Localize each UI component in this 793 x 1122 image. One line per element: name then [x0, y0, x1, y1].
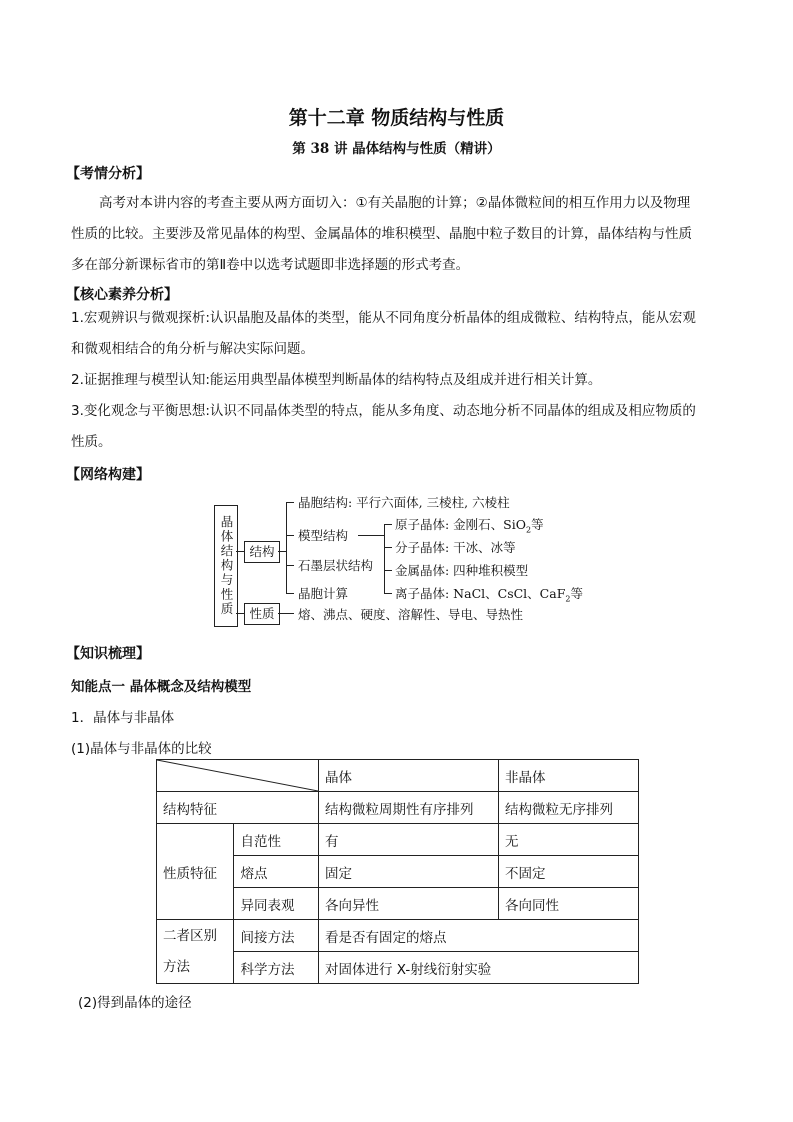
diagonal-line: [157, 760, 318, 791]
connector: [286, 593, 294, 594]
core-literacy-line: 和微观相结合的角分析与解决实际问题。: [71, 341, 314, 357]
core-literacy-heading: 【核心素养分析】: [66, 287, 178, 303]
sub-heading: (1)晶体与非晶体的比较: [71, 741, 212, 757]
connector: [384, 570, 392, 571]
connector: [236, 551, 244, 552]
model-item-atomic: 原子晶体: 金刚石、SiO$_2$等: [395, 517, 544, 535]
header-cell: 非晶体: [499, 760, 639, 792]
header-cell: 晶体: [319, 760, 499, 792]
network-heading: 【网络构建】: [66, 467, 150, 483]
core-literacy-line: 1.宏观辨识与微观探析:认识晶胞及晶体的类型，能从不同角度分析晶体的组成微粒、结构特点，能从宏观: [71, 310, 696, 326]
comparison-table: [156, 759, 639, 984]
connector: [358, 535, 384, 536]
exam-analysis-heading: 【考情分析】: [66, 166, 150, 182]
chapter-title: 第十二章 物质结构与性质: [288, 107, 505, 129]
connector: [384, 547, 392, 548]
table-cell: 对固体进行 X-射线衍射实验: [319, 952, 639, 984]
connector: [278, 551, 286, 552]
bracket-line: [286, 502, 287, 593]
table-cell: 各向异性: [319, 888, 499, 920]
table-cell: 结构微粒周期性有序排列: [319, 792, 499, 824]
table-cell: 看是否有固定的熔点: [319, 920, 639, 952]
core-literacy-line: 性质。: [71, 434, 112, 450]
table-cell: 无: [499, 824, 639, 856]
connector: [286, 502, 294, 503]
table-cell: 固定: [319, 856, 499, 888]
row-label: 结构特征: [157, 792, 319, 824]
row-label: 异同表观: [234, 888, 319, 920]
knowledge-heading: 【知识梳理】: [66, 646, 150, 662]
table-cell: 各向同性: [499, 888, 639, 920]
table-cell: 不固定: [499, 856, 639, 888]
item-heading: 1．晶体与非晶体: [71, 710, 175, 726]
table-row: [157, 792, 639, 824]
root-node: 晶体结构与性质: [214, 505, 238, 627]
sub-heading: (2)得到晶体的途径: [78, 995, 192, 1011]
table-cell: 有: [319, 824, 499, 856]
group-label: 二者区别 方法: [157, 920, 234, 984]
row-label: 科学方法: [234, 952, 319, 984]
connector: [384, 524, 392, 525]
structure-item-model: 模型结构: [298, 528, 349, 543]
property-items: 熔、沸点、硬度、溶解性、导电、导热性: [298, 607, 524, 622]
structure-item-calc: 晶胞计算: [298, 586, 349, 601]
table-row: [157, 920, 639, 952]
connector: [286, 535, 294, 536]
structure-item-graphite: 石墨层状结构: [298, 558, 374, 573]
connector: [286, 565, 294, 566]
group-label: 性质特征: [157, 824, 234, 920]
connector: [384, 593, 392, 594]
table-row: [157, 824, 639, 856]
branch-structure: 结构: [244, 541, 280, 563]
table-row: [157, 760, 639, 792]
structure-item-cell: 晶胞结构: 平行六面体, 三棱柱, 六棱柱: [298, 495, 510, 510]
exam-analysis-line: 多在部分新课标省市的第Ⅱ卷中以选考试题即非选择题的形式考查。: [71, 257, 470, 273]
branch-property: 性质: [244, 603, 280, 625]
row-label: 间接方法: [234, 920, 319, 952]
model-item-metallic: 金属晶体: 四种堆积模型: [395, 563, 529, 578]
diagonal-header-cell: [157, 760, 319, 792]
exam-analysis-line: 性质的比较。主要涉及常见晶体的构型、金属晶体的堆积模型、晶胞中粒子数目的计算，晶体结构与性质: [71, 226, 692, 242]
row-label: 熔点: [234, 856, 319, 888]
connector: [236, 613, 244, 614]
row-label: 自范性: [234, 824, 319, 856]
core-literacy-line: 2.证据推理与模型认知:能运用典型晶体模型判断晶体的结构特点及组成并进行相关计算。: [71, 372, 602, 388]
model-item-molecular: 分子晶体: 干冰、冰等: [395, 540, 516, 555]
lecture-title: 第 38 讲 晶体结构与性质（精讲）: [292, 141, 501, 157]
connector: [278, 613, 294, 614]
table-cell: 结构微粒无序排列: [499, 792, 639, 824]
core-literacy-line: 3.变化观念与平衡思想:认识不同晶体类型的特点，能从多角度、动态地分析不同晶体的组成及相应物质的: [71, 403, 696, 419]
bracket-line: [384, 524, 385, 593]
model-item-ionic: 离子晶体: NaCl、CsCl、CaF$_2$等: [395, 586, 583, 604]
exam-analysis-line: 高考对本讲内容的考查主要从两方面切入：①有关晶胞的计算；②晶体微粒间的相互作用力以及物理: [99, 195, 691, 211]
knowledge-point-title: 知能点一 晶体概念及结构模型: [71, 679, 252, 695]
